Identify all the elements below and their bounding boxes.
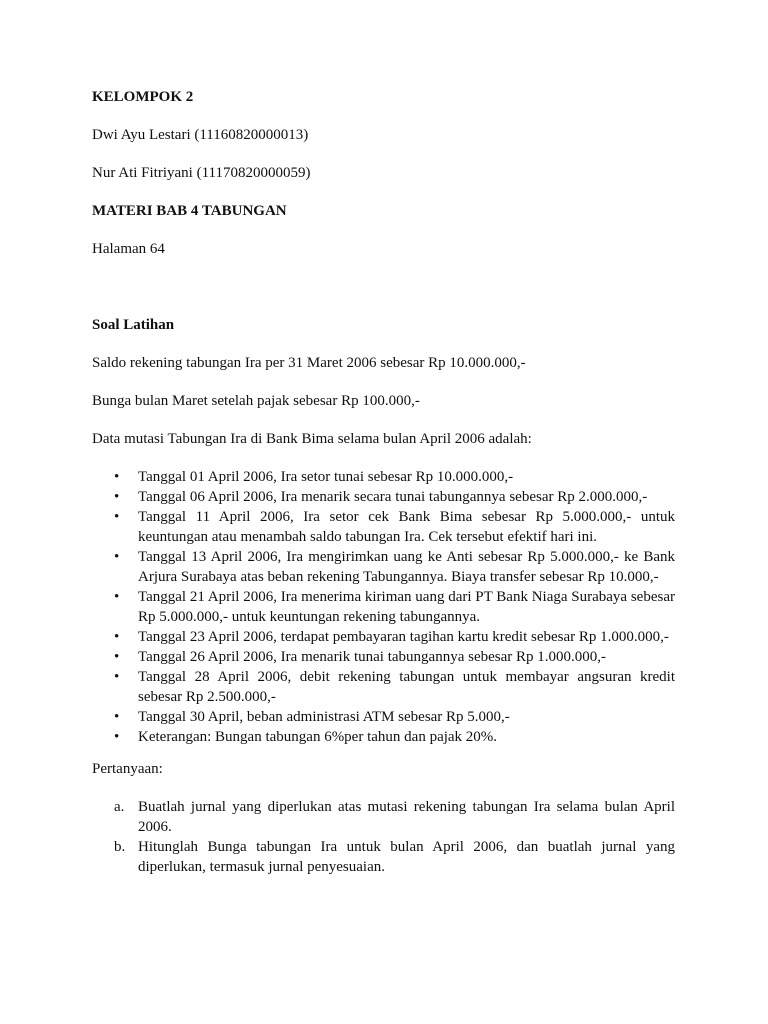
member-name-1: Dwi Ayu Lestari (11160820000013) <box>92 127 309 143</box>
exercise-title: Soal Latihan <box>92 317 175 333</box>
bullet-icon: • <box>114 649 120 665</box>
question-list <box>92 797 675 877</box>
bullet-icon: • <box>114 549 120 565</box>
question-marker: a. <box>114 799 125 815</box>
list-item <box>92 627 675 647</box>
list-item-text: Tanggal 30 April, beban administrasi ATM sebesar Rp 5.000,- <box>138 709 510 725</box>
question-item <box>92 797 675 837</box>
question-item <box>92 837 675 877</box>
list-item <box>92 707 675 727</box>
transaction-list <box>92 467 675 747</box>
list-item-text: Tanggal 28 April 2006, debit rekening tabungan untuk membayar angsuran kredit sebesar Rp 2.500.000,- <box>138 669 675 705</box>
bullet-icon: • <box>114 669 120 685</box>
list-item <box>92 507 675 547</box>
bullet-icon: • <box>114 509 120 525</box>
intro-paragraph: Saldo rekening tabungan Ira per 31 Maret 2006 sebesar Rp 10.000.000,- <box>92 355 526 371</box>
question-text: Hitunglah Bunga tabungan Ira untuk bulan April 2006, dan buatlah jurnal yang diperlukan, termasuk jurnal penyesuaian. <box>138 839 675 875</box>
document-page <box>92 87 675 877</box>
member-name-2: Nur Ati Fitriyani (11170820000059) <box>92 165 311 181</box>
bullet-icon: • <box>114 629 120 645</box>
bullet-icon: • <box>114 729 120 745</box>
list-item-text: Tanggal 06 April 2006, Ira menarik secara tunai tabungannya sebesar Rp 2.000.000,- <box>138 489 648 505</box>
question-text: Buatlah jurnal yang diperlukan atas mutasi rekening tabungan Ira selama bulan April 2006. <box>138 799 675 835</box>
bullet-icon: • <box>114 469 120 485</box>
list-item <box>92 467 675 487</box>
group-heading: KELOMPOK 2 <box>92 89 194 105</box>
list-item <box>92 667 675 707</box>
list-item-text: Tanggal 11 April 2006, Ira setor cek Bank Bima sebesar Rp 5.000.000,- untuk keuntungan atau menambah saldo tabungan Ira. Cek tersebut efektif hari ini. <box>138 509 675 545</box>
list-item <box>92 647 675 667</box>
list-item <box>92 727 675 747</box>
list-item-text: Tanggal 23 April 2006, terdapat pembayaran tagihan kartu kredit sebesar Rp 1.000.000,- <box>138 629 669 645</box>
list-item-text: Tanggal 01 April 2006, Ira setor tunai sebesar Rp 10.000.000,- <box>138 469 514 485</box>
intro-paragraph: Bunga bulan Maret setelah pajak sebesar Rp 100.000,- <box>92 393 420 409</box>
bullet-icon: • <box>114 709 120 725</box>
topic-heading: MATERI BAB 4 TABUNGAN <box>92 203 287 219</box>
list-item-text: Tanggal 21 April 2006, Ira menerima kiriman uang dari PT Bank Niaga Surabaya sebesar Rp 5.000.000,- untuk keuntungan rekening tabungannya. <box>138 589 675 625</box>
intro-paragraph: Data mutasi Tabungan Ira di Bank Bima selama bulan April 2006 adalah: <box>92 431 532 447</box>
list-item-text: Keterangan: Bungan tabungan 6%per tahun dan pajak 20%. <box>138 729 498 745</box>
list-item-text: Tanggal 26 April 2006, Ira menarik tunai tabungannya sebesar Rp 1.000.000,- <box>138 649 607 665</box>
list-item <box>92 547 675 587</box>
bullet-icon: • <box>114 489 120 505</box>
bullet-icon: • <box>114 589 120 605</box>
question-marker: b. <box>114 839 126 855</box>
questions-title: Pertanyaan: <box>92 761 163 777</box>
list-item <box>92 587 675 627</box>
list-item-text: Tanggal 13 April 2006, Ira mengirimkan uang ke Anti sebesar Rp 5.000.000,- ke Bank Arjura Surabaya atas beban rekening Tabungannya. Biaya transfer sebesar Rp 10.000,- <box>138 549 675 585</box>
page-reference: Halaman 64 <box>92 241 165 257</box>
list-item <box>92 487 675 507</box>
